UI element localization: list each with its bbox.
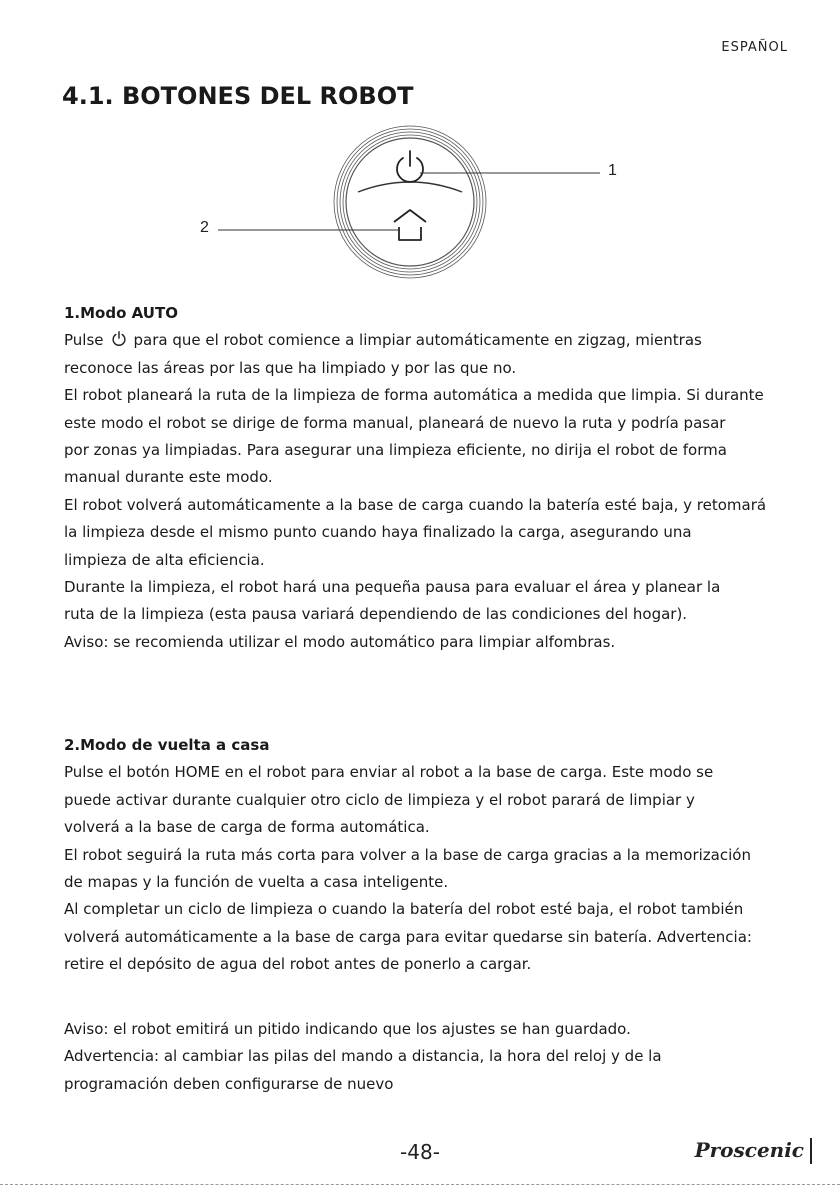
- auto-line-1-post: para que el robot comience a limpiar automáticamente en zigzag, mientras: [133, 331, 702, 350]
- paragraph-line: Aviso: el robot emitirá un pitido indicando que los ajustes se han guardado.: [64, 1020, 631, 1038]
- paragraph-line: por zonas ya limpiadas. Para asegurar una limpieza eficiente, no dirija el robot de forma: [64, 441, 727, 460]
- section-home: [64, 732, 784, 979]
- language-label: ESPAÑOL: [721, 40, 788, 55]
- paragraph-line: Aviso: se recomienda utilizar el modo automático para limpiar alfombras.: [64, 632, 616, 651]
- paragraph-line: ruta de la limpieza (esta pausa variará dependiendo de las condiciones del hogar).: [64, 605, 688, 624]
- paragraph-line: volverá automáticamente a la base de carga para evitar quedarse sin batería. Advertencia:: [64, 927, 752, 946]
- paragraph-line: manual durante este modo.: [64, 468, 273, 487]
- paragraph-line: la limpieza desde el mismo punto cuando haya finalizado la carga, asegurando una: [64, 523, 692, 542]
- paragraph-line: volverá a la base de carga de forma automática.: [64, 818, 430, 837]
- section-heading-home: 2.Modo de vuelta a casa: [64, 736, 270, 754]
- button-housing: [334, 126, 486, 278]
- paragraph-line: El robot seguirá la ruta más corta para volver a la base de carga gracias a la memorización: [64, 845, 751, 864]
- robot-buttons-figure: [0, 118, 840, 298]
- section-auto: [64, 300, 784, 656]
- home-icon: [394, 210, 426, 240]
- callout-number-1: 1: [608, 162, 617, 179]
- paragraph-line: El robot planeará la ruta de la limpieza de forma automática a medida que limpia. Si durante: [64, 386, 764, 405]
- page-number: -48-: [400, 1140, 440, 1164]
- paragraph-line: reconoce las áreas por las que ha limpiado y por las que no.: [64, 358, 517, 377]
- paragraph-line: puede activar durante cualquier otro ciclo de limpieza y el robot parará de limpiar y: [64, 790, 695, 809]
- brand-divider: [810, 1138, 812, 1164]
- paragraph-line: Advertencia: al cambiar las pilas del mando a distancia, la hora del reloj y de la: [64, 1047, 662, 1066]
- section-notes: [64, 1016, 784, 1098]
- page-title: 4.1. BOTONES DEL ROBOT: [62, 82, 414, 110]
- paragraph-line: retire el depósito de agua del robot antes de ponerlo a cargar.: [64, 955, 532, 974]
- paragraph-line: Pulse el botón HOME en el robot para enviar al robot a la base de carga. Este modo se: [64, 763, 714, 782]
- callout-number-2: 2: [200, 219, 209, 236]
- paragraph-line: El robot volverá automáticamente a la base de carga cuando la batería esté baja, y retomará: [64, 495, 767, 514]
- button-divider: [358, 182, 462, 192]
- paragraph-line: programación deben configurarse de nuevo: [64, 1074, 394, 1093]
- auto-line-1: [64, 327, 784, 354]
- paragraph-line: de mapas y la función de vuelta a casa inteligente.: [64, 873, 449, 892]
- brand-logo: Proscenic: [694, 1138, 804, 1162]
- paragraph-line: este modo el robot se dirige de forma manual, planeará de nuevo la ruta y podría pasar: [64, 413, 726, 432]
- auto-line-1-pre: Pulse: [64, 331, 104, 350]
- paragraph-line: Al completar un ciclo de limpieza o cuando la batería del robot esté baja, el robot también: [64, 900, 744, 919]
- power-icon: [397, 151, 423, 182]
- paragraph-line: Durante la limpieza, el robot hará una pequeña pausa para evaluar el área y planear la: [64, 578, 721, 597]
- section-heading-auto: 1.Modo AUTO: [64, 304, 178, 322]
- power-icon: [110, 330, 128, 348]
- paragraph-line: limpieza de alta eficiencia.: [64, 550, 265, 569]
- robot-buttons-diagram: [0, 118, 840, 298]
- page-edge-divider: [0, 1184, 840, 1185]
